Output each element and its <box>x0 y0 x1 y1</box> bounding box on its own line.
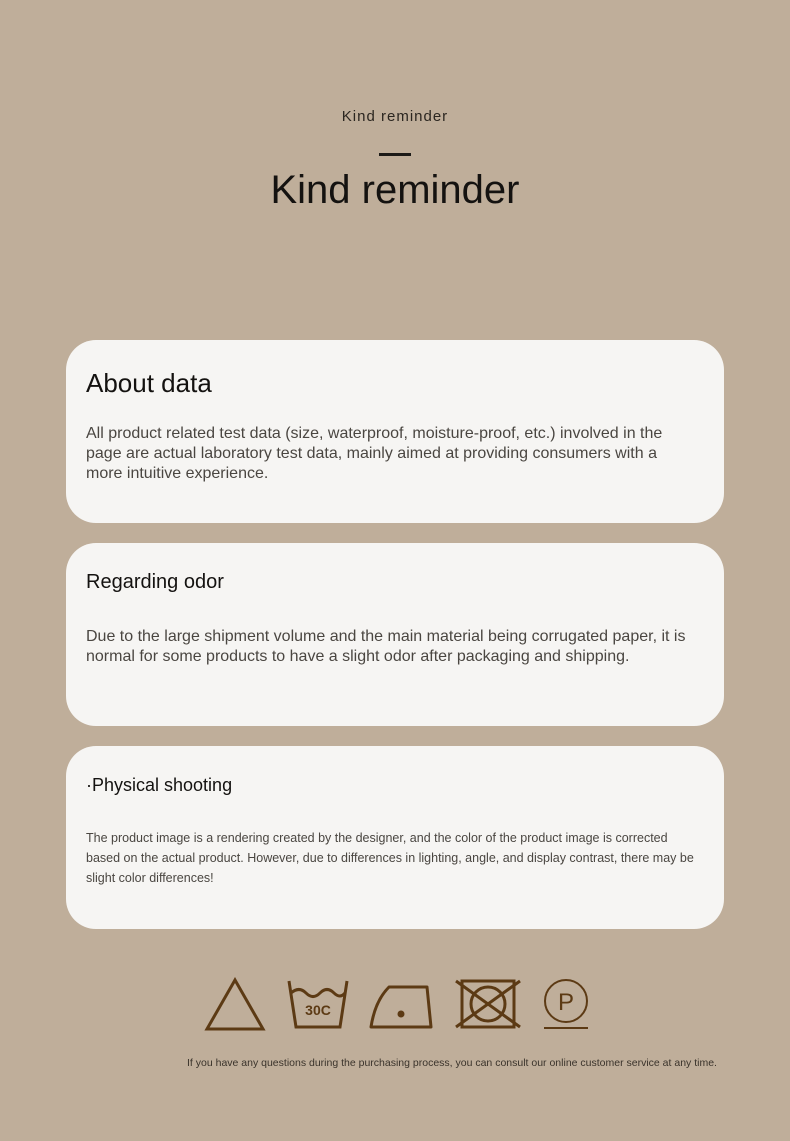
page-subtitle: Kind reminder <box>341 108 449 125</box>
do-not-tumble-dry-icon <box>454 977 522 1031</box>
wash-30c-icon <box>287 977 349 1031</box>
bleach-triangle-icon <box>204 977 266 1031</box>
card-title: About data <box>86 368 212 398</box>
card-body: All product related test data (size, waterproof, moisture-proof, etc.) involved in the page are actual laboratory test data, mainly aimed at providing consumers with a more intuitive experience. <box>86 425 663 482</box>
card-title: ·Physical shooting <box>86 775 233 795</box>
card-body: The product image is a rendering created by the designer, and the color of the product image is corrected based on the actual product. However, due to differences in lighting, angle, and display contrast, there may be slight color differences! <box>86 831 694 885</box>
dry-clean-p-icon <box>542 977 590 1031</box>
footer-note: If you have any questions during the purchasing process, you can consult our online customer service at any time. <box>187 1057 717 1069</box>
about-data-card <box>66 340 724 523</box>
care-instructions <box>204 975 590 1031</box>
wash-temperature-label: 30C <box>304 1002 331 1018</box>
title-divider <box>379 153 411 156</box>
card-body: Due to the large shipment volume and the main material being corrugated paper, it is normal for some products to have a slight odor after packaging and shipping. <box>86 628 686 665</box>
page-title: Kind reminder <box>270 168 520 212</box>
iron-icon <box>369 977 433 1031</box>
dry-clean-label: P <box>557 989 575 1016</box>
physical-shooting-card <box>66 746 724 929</box>
regarding-odor-card <box>66 543 724 726</box>
card-title: Regarding odor <box>86 571 224 593</box>
